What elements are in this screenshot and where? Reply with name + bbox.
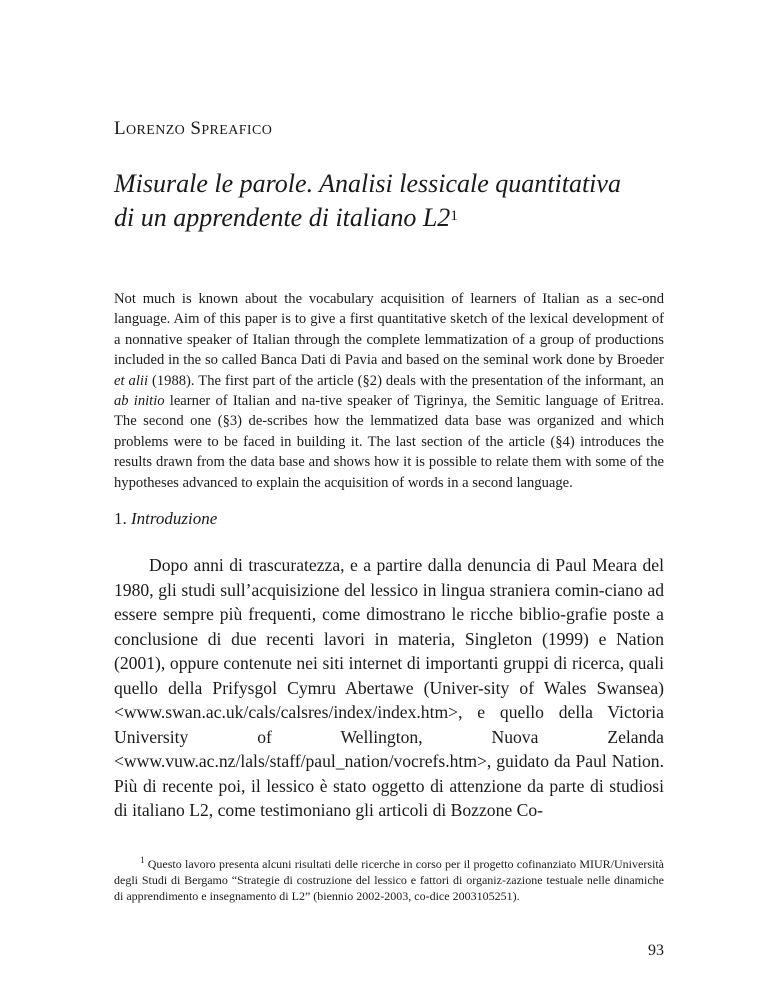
section-heading: [114, 509, 217, 529]
author-last-rest: PREAFICO: [201, 123, 273, 138]
body-paragraph: Dopo anni di trascuratezza, e a partire dalla denuncia di Paul Meara del 1980, gli studi sull’acquisizione del lessico in lingua straniera comin-ciano ad essere sempre più frequenti, come dimostrano le ricche biblio-grafie poste a conclusione di due recenti lavori in materia, Singleton (1999) e Nation (2001), oppure contenute nei siti internet di importanti gruppi di ricerca, quali quello della Prifysgol Cymru Abertawe (Univer-sity of Wales Swansea) <www.swan.ac.uk/cals/calsres/index/index.htm>, e quello della Victoria University of Wellington, Nuova Zelanda <www.vuw.ac.nz/lals/staff/paul_nation/vocrefs.htm>, guidato da Paul Nation. Più di recente poi, il lessico è stato oggetto di attenzione da parte di studiosi di italiano L2, come testimoniano gli articoli di Bozzone Co-: [114, 555, 664, 820]
title-footnote-marker[interactable]: 1: [450, 208, 458, 224]
title-line-2-text: di un apprendente di italiano L2: [114, 203, 451, 232]
body-text: [114, 553, 664, 823]
footnote-text: Questo lavoro presenta alcuni risultati delle ricerche in corso per il progetto cofinanziato MIUR/Università degli Studi di Bergamo “Strategie di costruzione del lessico e fattori di organiz-zazione testuale nelle dinamiche di apprendimento e insegnamento di L2” (biennio 2002-2003, co-dice 2003105251).: [114, 857, 664, 903]
author-name: [114, 118, 272, 140]
page-number: 93: [648, 942, 664, 959]
footnote-marker: 1: [140, 855, 145, 865]
author-first-initial: L: [114, 118, 127, 139]
author-first-rest: ORENZO: [126, 123, 186, 138]
footnote: [114, 852, 664, 904]
abstract-text-2: (1988). The first part of the article (§2) deals with the presentation of the informant, an: [148, 372, 664, 389]
abstract-italic-2: ab initio: [114, 393, 165, 410]
section-number: 1.: [114, 509, 127, 528]
title-line-1: Misurale le parole. Analisi lessicale quantitativa: [114, 169, 621, 198]
author-last-initial: S: [190, 118, 202, 139]
title-line-2: [114, 200, 694, 234]
section-title: Introduzione: [131, 509, 218, 528]
abstract-italic-1: et alii: [114, 372, 148, 389]
paper-title: [114, 168, 694, 234]
abstract: [114, 289, 664, 493]
abstract-text-3: learner of Italian and na-tive speaker of Tigrinya, the Semitic language of Eritrea. The second one (§3) de-scribes how the lemmatized data base was organized and which problems were to be faced in building it. The last section of the article (§4) introduces the results drawn from the data base and shows how it is possible to relate them with some of the hypotheses advanced to explain the acquisition of words in a second language.: [114, 393, 664, 491]
abstract-text-1: Not much is known about the vocabulary acquisition of learners of Italian as a sec-ond language. Aim of this paper is to give a first quantitative sketch of the lexical development of a nonnative speaker of Italian through the complete lemmatization of a group of productions included in the so called Banca Dati di Pavia and based on the seminal work done by Broeder: [114, 291, 664, 369]
